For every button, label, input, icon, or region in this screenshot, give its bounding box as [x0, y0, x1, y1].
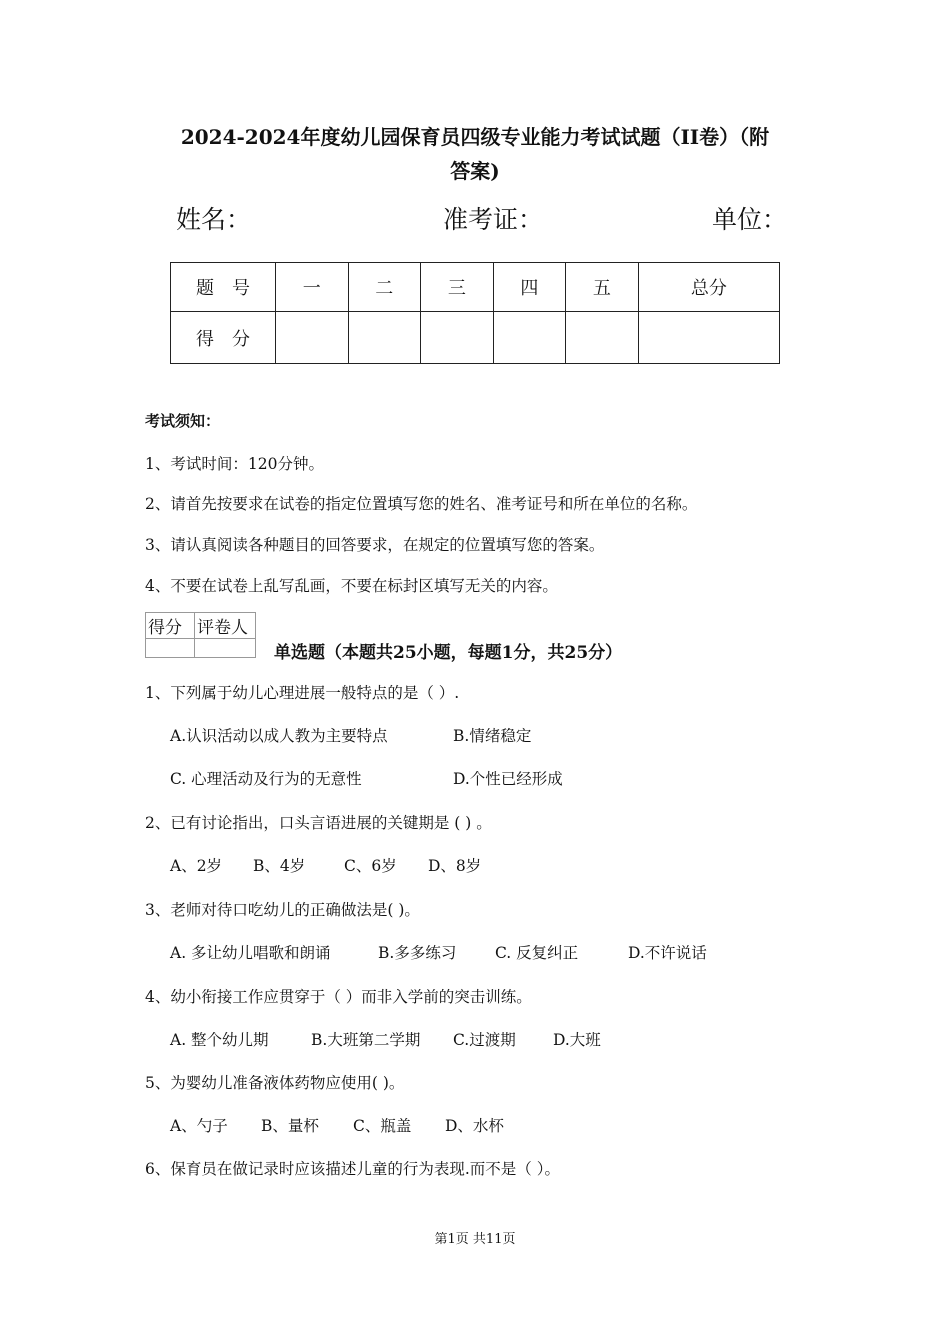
q4-option-a: A. 整个幼儿期	[170, 1031, 269, 1049]
section-title: 单选题（本题共25小题，每题1分，共25分）	[274, 643, 623, 663]
q4-option-d: D.大班	[553, 1031, 601, 1049]
grader-name-cell[interactable]	[195, 639, 256, 658]
title-line-1: 2024-2024年度幼儿园保育员四级专业能力考试试题（II卷）（附	[180, 125, 770, 149]
score-cell-5[interactable]	[566, 312, 639, 364]
q3-option-b: B.多多练习	[378, 944, 457, 962]
score-header-3: 三	[421, 263, 494, 312]
notice-item: 2、请首先按要求在试卷的指定位置填写您的姓名、准考证号和所在单位的名称。	[145, 495, 698, 513]
score-header-5: 五	[566, 263, 639, 312]
grader-box-blank	[146, 639, 256, 658]
q2-option-d: D、8岁	[428, 857, 482, 875]
exam-id-label: 准考证：	[443, 205, 544, 234]
q1-option-c: C. 心理活动及行为的无意性	[170, 770, 362, 788]
score-cell-4[interactable]	[493, 312, 566, 364]
question-6: 6、保育员在做记录时应该描述儿童的行为表现.而不是（ ）。	[145, 1160, 560, 1178]
grader-box-header	[146, 613, 256, 639]
question-2: 2、已有讨论指出，口头言语进展的关键期是 ( ) 。	[145, 814, 492, 832]
q4-option-b: B.大班第二学期	[311, 1031, 421, 1049]
notice-item: 1、考试时间：120分钟。	[145, 455, 324, 473]
score-header-2: 二	[348, 263, 421, 312]
score-table-header-row	[171, 263, 780, 312]
q1-option-a: A.认识活动以成人教为主要特点	[170, 727, 388, 745]
exam-title	[100, 120, 850, 188]
title-line-2: 答案)	[450, 159, 500, 183]
question-4: 4、幼小衔接工作应贯穿于（ ）而非入学前的突击训练。	[145, 988, 532, 1006]
score-cell-1[interactable]	[276, 312, 349, 364]
grader-name-label: 评卷人	[195, 613, 256, 639]
score-table-score-row	[171, 312, 780, 364]
score-row-label: 得分	[171, 312, 276, 364]
q4-option-c: C.过渡期	[453, 1031, 516, 1049]
notice-item: 4、不要在试卷上乱写乱画，不要在标封区填写无关的内容。	[145, 577, 558, 595]
q2-option-a: A、2岁	[170, 857, 223, 875]
q3-option-d: D.不许说话	[628, 944, 707, 962]
grader-score-label: 得分	[146, 613, 195, 639]
score-header-4: 四	[493, 263, 566, 312]
question-3: 3、老师对待口吃幼儿的正确做法是( )。	[145, 901, 420, 919]
score-cell-total[interactable]	[638, 312, 779, 364]
q5-option-b: B、量杯	[261, 1117, 319, 1135]
grader-score-cell[interactable]	[146, 639, 195, 658]
q5-option-c: C、瓶盖	[353, 1117, 412, 1135]
q5-option-a: A、勺子	[170, 1117, 228, 1135]
notice-title: 考试须知：	[145, 412, 221, 430]
score-header-label: 题号	[171, 263, 276, 312]
q5-option-d: D、水杯	[445, 1117, 504, 1135]
score-cell-3[interactable]	[421, 312, 494, 364]
notice-item: 3、请认真阅读各种题目的回答要求，在规定的位置填写您的答案。	[145, 536, 605, 554]
name-label: 姓名：	[176, 205, 252, 234]
q1-option-d: D.个性已经形成	[453, 770, 563, 788]
score-table	[170, 262, 780, 364]
q3-option-a: A. 多让幼儿唱歌和朗诵	[170, 944, 331, 962]
q3-option-c: C. 反复纠正	[495, 944, 579, 962]
grader-box	[145, 612, 256, 658]
score-header-total: 总分	[638, 263, 779, 312]
q1-option-b: B.情绪稳定	[453, 727, 532, 745]
q2-option-b: B、4岁	[253, 857, 306, 875]
score-cell-2[interactable]	[348, 312, 421, 364]
q2-option-c: C、6岁	[344, 857, 397, 875]
page-footer: 第1页 共11页	[434, 1232, 516, 1247]
question-1: 1、下列属于幼儿心理进展一般特点的是（ ）.	[145, 684, 460, 702]
score-header-1: 一	[276, 263, 349, 312]
question-5: 5、为婴幼儿准备液体药物应使用( )。	[145, 1074, 405, 1092]
unit-label: 单位：	[712, 205, 788, 234]
